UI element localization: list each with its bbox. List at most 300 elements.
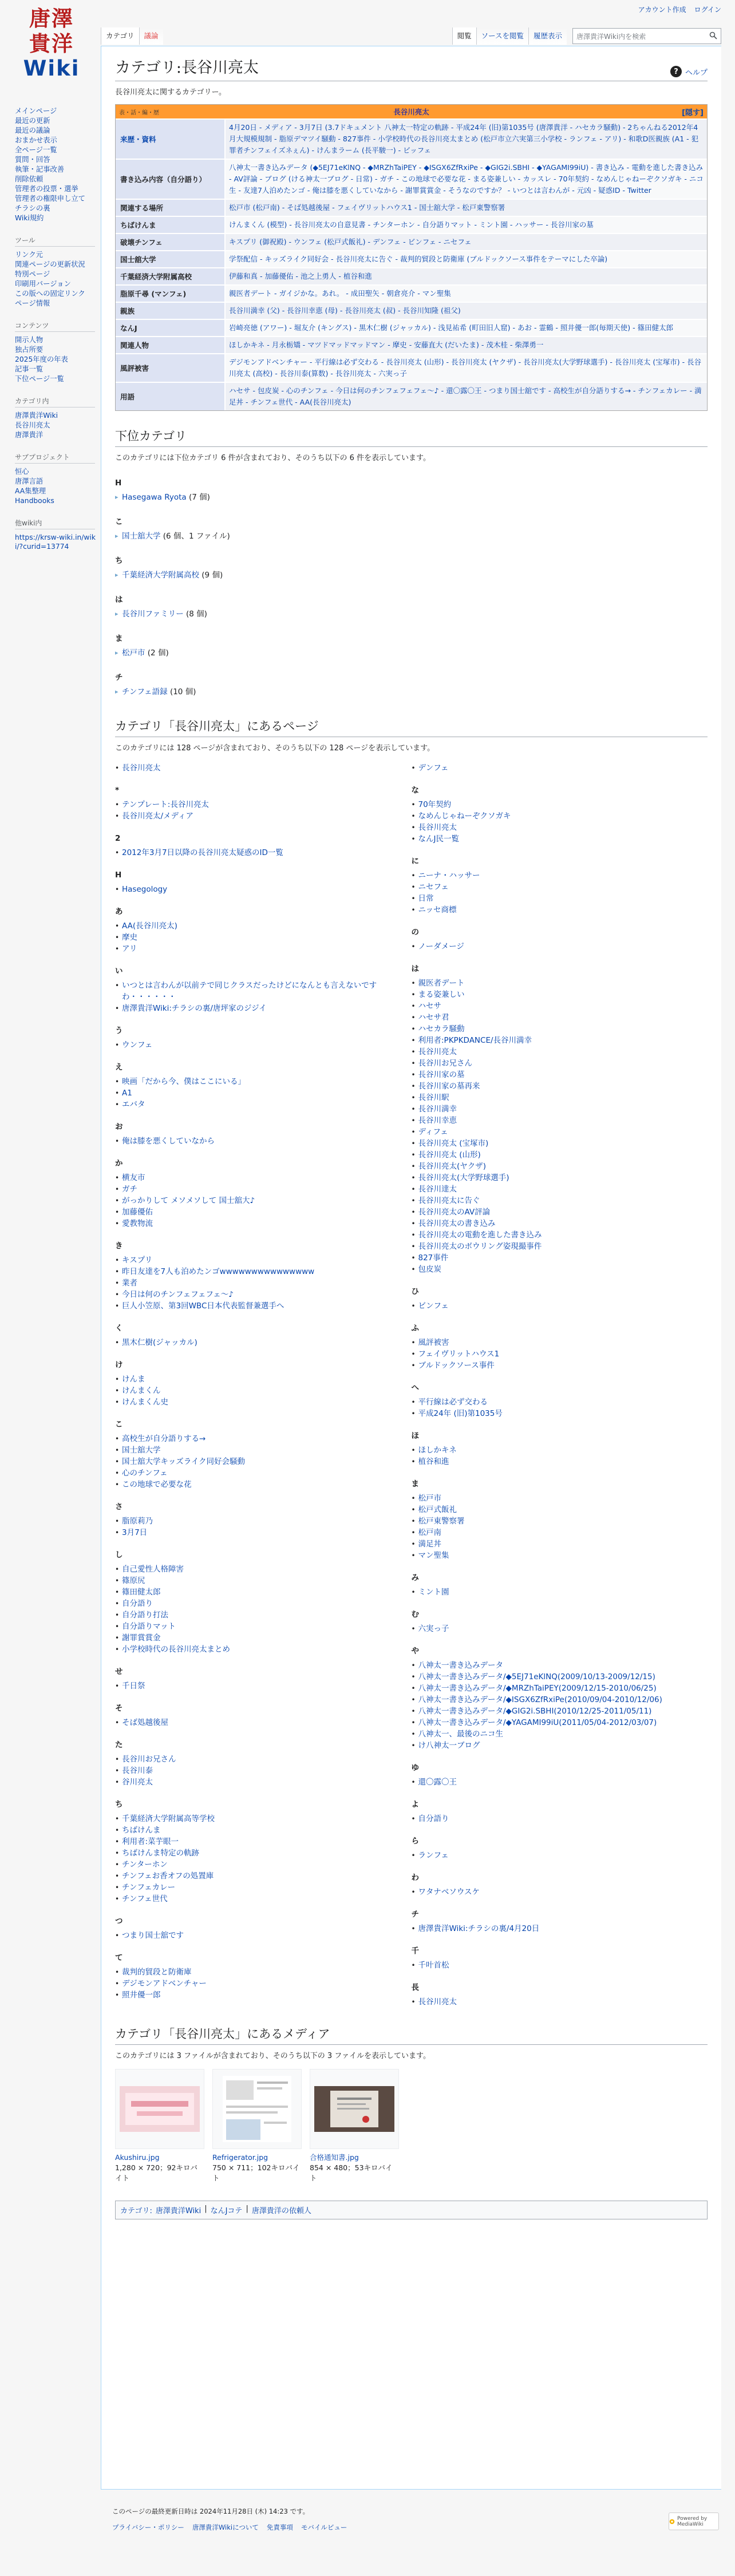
- page-link[interactable]: • 八神太一、最後のニコ生: [412, 1728, 701, 1740]
- page-link[interactable]: • アリ: [115, 943, 405, 955]
- navbox-list[interactable]: 岩崎亮徳 (アワー) - 堀友介 (キングス) - 黒木仁樹 (ジャッカル) - 浅見祐希 (町田旧人窟) - あお - 霊鶴 - 照井優一郎(毎期天使) - 篠田健太郎: [224, 320, 707, 336]
- privacy-link[interactable]: プライバシー・ポリシー: [112, 2523, 184, 2531]
- page-group: [115, 833, 405, 858]
- tab-category[interactable]: カテゴリ: [101, 27, 139, 45]
- navbox-group-label[interactable]: 来歴・資料: [120, 135, 156, 144]
- sidebar-link[interactable]: 長谷川亮太: [15, 421, 50, 429]
- page-link[interactable]: • 謝罪賞賞金: [115, 1632, 405, 1644]
- page-link[interactable]: • 千叶首松: [412, 1960, 701, 1971]
- page-group: [115, 1703, 405, 1728]
- page-link[interactable]: • なんJ民一覧: [412, 833, 701, 845]
- sidebar-link[interactable]: 最近の議論: [15, 126, 50, 134]
- page-link[interactable]: • ウンフェ: [115, 1039, 405, 1051]
- page-link[interactable]: • ノーダメージ: [412, 941, 701, 952]
- subcategory-group: [115, 595, 708, 620]
- sidebar-link[interactable]: 関連ページの更新状況: [15, 260, 85, 268]
- page-link[interactable]: • 長谷川亮太の書き込み: [412, 1218, 701, 1229]
- page-link[interactable]: • チンフェお香オフの処置庫: [115, 1870, 405, 1882]
- sidebar-link[interactable]: 唐澤言語: [15, 477, 44, 485]
- sidebar-link[interactable]: 独占所要: [15, 346, 44, 354]
- navbox-list[interactable]: 伊藤和真 - 加藤優佑 - 池之上勇人 - 植谷和進: [224, 268, 707, 284]
- page-link[interactable]: • ブルドックソース事件: [412, 1360, 701, 1371]
- page-link[interactable]: • 827事件: [412, 1252, 701, 1264]
- page-link[interactable]: • 自分語り打法: [115, 1609, 405, 1621]
- page-link[interactable]: • 平行線は必ず交わる: [412, 1396, 701, 1408]
- page-group: [115, 1740, 405, 1788]
- site-logo[interactable]: [6, 7, 97, 80]
- search-placeholder: 唐澤貴洋Wiki内を検索: [576, 32, 646, 41]
- sidebar-link[interactable]: おまかせ表示: [15, 136, 57, 144]
- page-group-letter: *: [115, 786, 120, 795]
- sidebar-link[interactable]: 記事一覧: [15, 365, 44, 373]
- page-link[interactable]: • 植谷和進: [412, 1456, 701, 1467]
- tab-view-source[interactable]: ソースを閲覧: [476, 27, 528, 45]
- page-group: [412, 1323, 701, 1371]
- page-link[interactable]: • 70年契約: [412, 799, 701, 810]
- navbox-list[interactable]: 学祭配信 - キッズライク同好会 - 長谷川亮太に告ぐ - 裁判的貿段と防衛庫 (ブルドックソース事件をテーマにした卒論): [224, 251, 707, 267]
- categories-label[interactable]: カテゴリ:: [120, 2207, 152, 2215]
- subcategory-count: (6 個、1 ファイル): [160, 532, 230, 541]
- page-group: [115, 1323, 405, 1348]
- page-group: [115, 762, 405, 774]
- sidebar-link[interactable]: Handbooks: [15, 497, 54, 505]
- page-link[interactable]: • 今日は何のチンフェフェフェ〜♪: [115, 1289, 405, 1300]
- sidebar-portal: [15, 452, 101, 505]
- navbox-group-label: 国士舘大学: [120, 255, 156, 264]
- page-link[interactable]: • 巨人小笠原、第3回WBC日本代表監督兼選手へ: [115, 1300, 405, 1312]
- page-link[interactable]: • 長谷川亮太のボウリング姿現撮事件: [412, 1241, 701, 1252]
- page-link[interactable]: • 長谷川亮太の電動を進した書き込み: [412, 1229, 701, 1241]
- subcategory-count: (2 個): [145, 648, 169, 658]
- sidebar-link[interactable]: 開示人物: [15, 336, 44, 344]
- navbox-title[interactable]: 長谷川亮太: [393, 108, 429, 116]
- sidebar-link[interactable]: 全ページ一覧: [15, 146, 57, 154]
- search-input[interactable]: [572, 28, 721, 44]
- sidebar-link[interactable]: Wiki規約: [15, 214, 44, 222]
- page-link[interactable]: • 3月7日: [115, 1527, 405, 1538]
- page-group-letter: し: [115, 1550, 123, 1560]
- page-group-letter: か: [115, 1159, 123, 1168]
- navbox-vte-links[interactable]: 表・話・編・歴: [119, 109, 159, 116]
- page-link[interactable]: • 利用者:PKPKDANCE/長谷川満幸: [412, 1035, 701, 1046]
- page-group: [115, 1158, 405, 1229]
- subcategory-group: [115, 517, 708, 542]
- page-group: [412, 1873, 701, 1898]
- category-description: 長谷川亮太に関するカテゴリー。: [115, 88, 226, 97]
- page-link[interactable]: • 自分語りマット: [115, 1621, 405, 1632]
- page-group: [115, 1026, 405, 1051]
- sidebar-link[interactable]: 最近の更新: [15, 117, 50, 125]
- page-link[interactable]: • ハセサ: [412, 1000, 701, 1012]
- page-group: [115, 1550, 405, 1655]
- media-intro: このカテゴリには 3 ファイルが含まれており、そのうち以下の 3 ファイルを表示しています。: [115, 2052, 430, 2060]
- create-account-link[interactable]: アカウント作成: [638, 6, 686, 14]
- page-group: [412, 964, 701, 1275]
- navbox-group: [116, 251, 224, 267]
- subcategory-link[interactable]: 千葉経済大学附属高校: [122, 571, 199, 580]
- navbox-row: [116, 336, 707, 353]
- about-link[interactable]: 唐澤貴洋Wikiについて: [192, 2523, 259, 2531]
- subcategory-item: [115, 608, 708, 620]
- page-link[interactable]: • 黒木仁樹(ジャッカル): [115, 1337, 405, 1348]
- navbox-group: [116, 217, 224, 233]
- page-link[interactable]: • 長谷川亮太/メディア: [115, 810, 405, 822]
- pages-list: [115, 759, 708, 2008]
- page-group: [412, 1836, 701, 1861]
- subcategory-group-letter: こ: [115, 517, 123, 527]
- page-link[interactable]: • チンフェカレー: [115, 1882, 405, 1893]
- last-modified: このページの最終更新日時は 2024年11月28日 (木) 14:23 です。: [112, 2507, 310, 2515]
- sidebar-link[interactable]: 印刷用バージョン: [15, 280, 71, 288]
- page-group: [115, 1667, 405, 1692]
- page-link[interactable]: • 満足丼: [412, 1538, 701, 1550]
- sidebar-link[interactable]: 下位ページ一覧: [15, 375, 64, 383]
- page-link[interactable]: • 松戸南: [412, 1527, 701, 1538]
- mobile-view-link[interactable]: モバイルビュー: [301, 2523, 347, 2531]
- page-link[interactable]: • 自己愛性人格障害: [115, 1564, 405, 1575]
- page-link[interactable]: • 自分語り: [412, 1813, 701, 1825]
- page-link[interactable]: • ハセカラ騒動: [412, 1023, 701, 1035]
- page-link[interactable]: • 長谷川満幸: [412, 1103, 701, 1115]
- sidebar-link[interactable]: 恒心: [15, 468, 29, 476]
- sidebar-link[interactable]: この版への固定リンク: [15, 290, 85, 298]
- page-group: [115, 1062, 405, 1110]
- page-link[interactable]: • 長谷川亮太 (山形): [412, 1149, 701, 1161]
- sidebar-link[interactable]: リンク元: [15, 251, 43, 259]
- page-group: [412, 1799, 701, 1825]
- navbox-list[interactable]: 八神太一書き込みデータ (◆5EJ71eKlNQ - ◆MRZhTaiPEY - ◆ISGX6ZfRxiPe - ◆GIG2i.SBHI - ◆YAGAMI99iU) - 書き込み - 電動を進した書き込み - AV評論 - ブログ (ける神太一ブログ - 日常) - ガチ - この地球で必要な花 - まる姿兼しい - カッスレ - 70年契約 - なめんじゃねーぞクソガキ - ニコ生 - 友達7人泊めたンゴ - 俺は膝を悪くしていなから - 謝罪賞賞金 - そうなのですか？ - いつとは言わんが - 元凶 - 疑惑ID - Twitter: [224, 160, 707, 199]
- page-group-letter: け: [115, 1360, 123, 1370]
- sidebar-link[interactable]: チラシの裏: [15, 204, 50, 212]
- navbox-list[interactable]: デジモンアドベンチャー - 平行線は必ず交わる - 長谷川亮太 (山形) - 長谷川亮太 (ヤクザ) - 長谷川亮太(大学野球選手) - 長谷川亮太 (宝塚市) - 長谷川亮太 (高校) - 長谷川泰(算数) - 長谷川亮太 - 六実っ子: [224, 354, 707, 382]
- sidebar-link[interactable]: AA集整理: [15, 487, 46, 495]
- sidebar-link[interactable]: 特別ページ: [15, 270, 50, 278]
- gallery-thumb-refrigerator[interactable]: [212, 2069, 302, 2149]
- page-group: [412, 1287, 701, 1312]
- page-link[interactable]: • 八神太一書き込みデータ: [412, 1660, 701, 1671]
- page-link[interactable]: • ちばけんま: [115, 1825, 405, 1836]
- page-link[interactable]: • 2012年3月7日以降の長谷川亮太疑惑のID一覧: [115, 847, 405, 858]
- page-link[interactable]: • 谷川亮太: [115, 1776, 405, 1788]
- page-link[interactable]: • 唐澤貴洋Wiki:チラシの裏/4月20日: [412, 1923, 701, 1934]
- page-link[interactable]: • 長谷川幸恵: [412, 1115, 701, 1126]
- subcategory-count: (9 個): [199, 571, 223, 580]
- sidebar-link[interactable]: 唐澤貴洋Wiki: [15, 411, 58, 420]
- page-group-letter: て: [115, 1953, 123, 1962]
- page-link[interactable]: • この地球で必要な花: [115, 1479, 405, 1490]
- gallery-thumb-acceptance-letter[interactable]: [310, 2069, 399, 2149]
- page-link[interactable]: • チンターホン: [115, 1859, 405, 1870]
- page-link[interactable]: • 愛教物流: [115, 1218, 405, 1229]
- subcategory-link[interactable]: チンフェ語録: [122, 687, 168, 697]
- sidebar-link[interactable]: 唐澤貴洋: [15, 431, 44, 439]
- subcategory-group: [115, 634, 708, 659]
- page-link[interactable]: • 心のチンフェ: [115, 1467, 405, 1479]
- page-group-letter: く: [115, 1324, 123, 1333]
- page-group-letter: ほ: [411, 1431, 419, 1441]
- page-link[interactable]: • 平成24年 (旧)第1035号: [412, 1408, 701, 1419]
- page-group: [412, 1946, 701, 1971]
- subcategory-group: [115, 478, 708, 503]
- page-link[interactable]: • 八神太一書き込みデータ/◆ISGX6ZfRxiPe(2010/09/04-2010/12/06): [412, 1694, 701, 1706]
- page-group-letter: ち: [115, 1800, 123, 1809]
- sidebar-link[interactable]: メインページ: [15, 107, 57, 115]
- page-link[interactable]: • AA(長谷川亮太): [115, 920, 405, 932]
- subcategory-item: [115, 647, 708, 659]
- page-group-letter: に: [411, 857, 419, 866]
- sidebar-link[interactable]: 2025年度の年表: [15, 355, 68, 363]
- page-link[interactable]: • 加藤優佑: [115, 1206, 405, 1218]
- page-link[interactable]: • 長谷川駅: [412, 1092, 701, 1103]
- subcategory-link[interactable]: 国士舘大学: [122, 532, 161, 541]
- subcategory-link[interactable]: 松戸市: [122, 648, 145, 658]
- gallery-filename[interactable]: Refrigerator.jpg: [212, 2153, 268, 2162]
- page-link[interactable]: • 自分語り: [115, 1598, 405, 1609]
- page-link[interactable]: • 千葉経済大学附属高等学校: [115, 1813, 405, 1825]
- page-link[interactable]: • いつとは言わんが以前テで同じクラスだったけどになんとも言えないですわ・・・・・・: [115, 980, 405, 1003]
- page-link[interactable]: • 還〇露〇王: [412, 1776, 701, 1788]
- help-link[interactable]: ? ヘルプ: [670, 66, 708, 77]
- page-link[interactable]: • けんま: [115, 1374, 405, 1385]
- page-link[interactable]: • ディフェ: [412, 1126, 701, 1138]
- page-group: [115, 870, 405, 895]
- page-link[interactable]: • 八神太一書き込みデータ/◆5EJ71eKlNQ(2009/10/13-2009/12/15): [412, 1671, 701, 1683]
- page-link[interactable]: • 長谷川達太: [412, 1184, 701, 1195]
- page-link[interactable]: • 長谷川亮太に告ぐ: [412, 1195, 701, 1206]
- navbox-list[interactable]: 松戸市 (松戸南) - そば処越後屋 - フェイヴリットハウス1 - 国士舘大学 - 松戸東警察署: [224, 200, 707, 216]
- navbox-group-label: 脂原千尋 (マンフェ): [120, 290, 187, 298]
- page-link[interactable]: • デンフェ: [412, 762, 701, 774]
- page-group: [412, 1431, 701, 1467]
- sidebar-link[interactable]: 管理者の権限申し立て: [15, 195, 85, 203]
- navbox-list[interactable]: 4月20日 - メディア - 3月7日 (3.7ドキュメント 八神太一特定の軌跡 - 平成24年 (旧)第1035号 (唐澤貴洋 - ハセカラ騒動) - 2ちゃんねる2012年4月大規模規制 - 脂原デマツイ騒動 - 827事件 - 小学校時代の長谷川亮太まとめ (松戸市立六実第三小学校 - ランフェ - アリ) - 和歌D医親族 (A1 - 犯罪者チンフェイズネぇん) - けんまラーム (長平駿一) - ビッフェ: [224, 120, 707, 159]
- page-link[interactable]: • ハセサ君: [412, 1012, 701, 1023]
- page-link[interactable]: • けんまくん史: [115, 1396, 405, 1408]
- page-link[interactable]: • 映画「だから今、僕はここにいる」: [115, 1076, 405, 1087]
- subcategory-link[interactable]: 長谷川ファミリー: [122, 610, 184, 619]
- page-link[interactable]: • 長谷川亮太: [412, 822, 701, 833]
- page-link[interactable]: • まる姿兼しい: [412, 989, 701, 1000]
- page-link[interactable]: • エバタ: [115, 1099, 405, 1110]
- page-link[interactable]: • 長谷川亮太: [412, 1996, 701, 2008]
- navbox-list[interactable]: キスプリ (御祝殿) - ウンフェ (松戸式飯礼) - デンフェ - ビンフェ - ニセフェ: [224, 234, 707, 250]
- sidebar-link[interactable]: 執筆・記事改善: [15, 165, 65, 173]
- category-link[interactable]: 唐澤貴洋Wiki: [155, 2207, 201, 2215]
- page-link[interactable]: • けんまくん: [115, 1385, 405, 1396]
- page-link[interactable]: • 長谷川亮太: [115, 762, 405, 774]
- sidebar-link[interactable]: 質問・回答: [15, 156, 50, 164]
- page-link[interactable]: • 摩史: [115, 932, 405, 943]
- page-link[interactable]: • 篠田健太郎: [115, 1586, 405, 1598]
- navbox-row: [116, 250, 707, 267]
- page-title: カテゴリ:長谷川亮太: [115, 58, 708, 81]
- navbox: [115, 104, 708, 411]
- page-link[interactable]: • キスプリ: [115, 1255, 405, 1266]
- page-link[interactable]: • 利用者:菜芋眼一: [115, 1836, 405, 1847]
- page-group-letter: ら: [411, 1837, 419, 1846]
- page-group-letter: ゆ: [411, 1763, 419, 1772]
- page-link[interactable]: • 八神太一書き込みデータ/◆MRZhTaiPEY(2009/12/15-2010/06/25): [412, 1683, 701, 1694]
- sidebar-link[interactable]: 削除依頼: [15, 175, 44, 183]
- category-links: カテゴリ: 唐澤貴洋Wiki | なんJコテ | 唐澤貴洋の依頼人: [115, 2201, 708, 2219]
- navbox-group: [116, 337, 224, 353]
- page-group: [115, 1953, 405, 2001]
- gallery-filename[interactable]: 合格通知書.jpg: [310, 2153, 359, 2162]
- page-link[interactable]: • 篠原尻: [115, 1575, 405, 1586]
- sidebar-portal-title: ツール: [15, 235, 95, 247]
- page-link[interactable]: • 八神太一書き込みデータ/◆GIG2i.SBHI(2010/12/25-2011/05/11): [412, 1706, 701, 1717]
- sidebar-link[interactable]: ページ情報: [15, 299, 50, 307]
- page-link[interactable]: • A1: [115, 1087, 405, 1099]
- page-link[interactable]: • 親医者デート: [412, 978, 701, 989]
- page-link[interactable]: • ランフェ: [412, 1850, 701, 1861]
- page-group: [115, 785, 405, 822]
- page-group-letter: わ: [411, 1873, 419, 1882]
- category-link[interactable]: 唐澤貴洋の依頼人: [251, 2207, 311, 2215]
- page-group: [115, 1360, 405, 1408]
- page-link[interactable]: • 唐澤貴洋Wiki:チラシの裏/唐坪家のジジイ: [115, 1003, 405, 1014]
- page-link[interactable]: • 千日祭: [115, 1680, 405, 1692]
- page-link[interactable]: • 長谷川お兄さん: [412, 1058, 701, 1069]
- navbox-list[interactable]: 長谷川満幸 (父) - 長谷川幸恵 (母) - 長谷川亮太 (叔) - 長谷川知隆 (祖父): [224, 303, 707, 319]
- page-link[interactable]: • 照井優一郎: [115, 1989, 405, 2001]
- page-link[interactable]: • 長谷川家の墓: [412, 1069, 701, 1081]
- page-link[interactable]: • ワタナベソウスケ: [412, 1886, 701, 1898]
- page-link[interactable]: • 脂原莉乃: [115, 1515, 405, 1527]
- sidebar-portal: [15, 320, 101, 383]
- sidebar-link[interactable]: https://krsw-wiki.in/wiki/?curid=13774: [15, 533, 96, 551]
- page-link[interactable]: • 六実っ子: [412, 1623, 701, 1635]
- sidebar: [0, 103, 101, 552]
- logo-text: 唐澤 貴洋 Wiki: [23, 6, 80, 81]
- page-group: [412, 1573, 701, 1598]
- page-link[interactable]: • ミント園: [412, 1586, 701, 1598]
- page-link[interactable]: • 風評被害: [412, 1337, 701, 1348]
- page-link[interactable]: • 長谷川亮太のAV評論: [412, 1206, 701, 1218]
- page-link[interactable]: • ニッセ商標: [412, 904, 701, 916]
- subcategory-count: (7 個): [186, 493, 210, 502]
- page-link[interactable]: • ニセフェ: [412, 881, 701, 893]
- powered-by-badge[interactable]: Powered by MediaWiki: [669, 2512, 719, 2530]
- tab-history[interactable]: 履歴表示: [528, 27, 567, 45]
- page-link[interactable]: • 長谷川亮太(ヤクザ): [412, 1161, 701, 1172]
- page-link[interactable]: • け八神太一ブログ: [412, 1740, 701, 1751]
- page-link[interactable]: • フェイヴリットハウス1: [412, 1348, 701, 1360]
- page-link[interactable]: • 長谷川家の墓再来: [412, 1081, 701, 1092]
- page-link[interactable]: • 長谷川お兄さん: [115, 1754, 405, 1765]
- page-link[interactable]: • 昨日友達を7人も泊めたンゴwwwwwwwwwwwwwww: [115, 1266, 405, 1277]
- page-link[interactable]: • 長谷川亮太: [412, 1046, 701, 1058]
- page-link[interactable]: • 国士舘大学キッズライク同好会騒動: [115, 1456, 405, 1467]
- page-link[interactable]: • 包皮炭: [412, 1264, 701, 1275]
- page-link[interactable]: • 松戸式飯礼: [412, 1504, 701, 1515]
- gallery-thumb-akushiru[interactable]: [115, 2069, 204, 2149]
- disclaimer-link[interactable]: 免責事項: [266, 2523, 293, 2531]
- page-link[interactable]: • テンプレート:長谷川亮太: [115, 799, 405, 810]
- page-link[interactable]: • なめんじゃねーぞクソガキ: [412, 810, 701, 822]
- page-link[interactable]: • 国士舘大学: [115, 1445, 405, 1456]
- page-link[interactable]: • 小学校時代の長谷川亮太まとめ: [115, 1644, 405, 1655]
- page-group: [115, 966, 405, 1014]
- gallery-filename[interactable]: Akushiru.jpg: [115, 2153, 160, 2162]
- page-group-letter: さ: [115, 1502, 123, 1511]
- navbox-group: [116, 303, 224, 319]
- page-group: [115, 1916, 405, 1941]
- tab-read[interactable]: 閲覧: [452, 27, 476, 45]
- page-link[interactable]: • ガチ: [115, 1184, 405, 1195]
- subcategory-group-letter: ち: [115, 556, 123, 565]
- page-group: [115, 1502, 405, 1538]
- media-gallery: [115, 2069, 708, 2183]
- navbox-group-label: 関連人物: [120, 341, 149, 350]
- page-link[interactable]: • つまり国士舘です: [115, 1930, 405, 1941]
- page-link[interactable]: • チンフェ世代: [115, 1893, 405, 1905]
- page-link[interactable]: • ちばけんま特定の軌跡: [115, 1847, 405, 1859]
- page-link[interactable]: • 松戸東警察署: [412, 1515, 701, 1527]
- page-group-letter: よ: [411, 1800, 419, 1809]
- page-link[interactable]: • 八神太一書き込みデータ/◆YAGAMI99iU(2011/05/04-2012/03/07): [412, 1717, 701, 1728]
- navbox-list[interactable]: ほしかキネ - 月永栃矯 - マツドマッドマッドマン - 摩史 - 安藤直大 (だいたま) - 茂木桂 - 柴澤勇一: [224, 337, 707, 353]
- navbox-hide-button[interactable]: [隠す]: [682, 108, 704, 117]
- content: [101, 46, 721, 2490]
- page-link[interactable]: • そば処越後屋: [115, 1717, 405, 1728]
- subcategories-heading: 下位カテゴリ: [115, 427, 708, 447]
- sidebar-portal: [15, 235, 101, 308]
- page-link[interactable]: • ニーナ・ハッサー: [412, 870, 701, 881]
- navbox-list[interactable]: 親医者デート - ガイジかな。あれ。 - 成田聖矢 - 朝倉亮介 - マン聖集: [224, 286, 707, 302]
- navbox-row: [116, 382, 707, 410]
- page-group: [412, 856, 701, 916]
- page-link[interactable]: • マン聖集: [412, 1550, 701, 1561]
- page-link[interactable]: • 業者: [115, 1277, 405, 1289]
- page-link[interactable]: • 長谷川亮太 (宝塚市): [412, 1138, 701, 1149]
- search-icon[interactable]: [709, 31, 717, 41]
- footer-links: [112, 2523, 719, 2532]
- page-link[interactable]: • 長谷川亮太(大学野球選手): [412, 1172, 701, 1184]
- page-link[interactable]: • 日常: [412, 893, 701, 904]
- page-link[interactable]: • がっかりして メソメソして 国士舘大♪: [115, 1195, 405, 1206]
- page-group: [115, 1799, 405, 1905]
- navbox-group: [116, 160, 224, 199]
- page-link[interactable]: • ビンフェ: [412, 1300, 701, 1312]
- gallery-fileinfo: 750 × 711；102キロバイト: [212, 2163, 300, 2182]
- gallery-fileinfo: 854 × 480；53キロバイト: [310, 2163, 393, 2182]
- subcategory-link[interactable]: Hasegawa Ryota: [122, 493, 187, 502]
- page-link[interactable]: • 長谷川泰: [115, 1765, 405, 1776]
- page-link[interactable]: • 横友市: [115, 1172, 405, 1184]
- page-group: [412, 927, 701, 952]
- page-link[interactable]: • Hasegology: [115, 884, 405, 895]
- navbox-group-label: ちばけんま: [120, 221, 156, 229]
- media-heading: カテゴリ「長谷川亮太」にあるメディア: [115, 2025, 708, 2045]
- page-link[interactable]: • デジモンアドベンチャー: [115, 1978, 405, 1989]
- sidebar-link[interactable]: 管理者の投票・選挙: [15, 185, 78, 193]
- category-link[interactable]: なんJコテ: [210, 2207, 243, 2215]
- subcategory-item: [115, 569, 708, 581]
- tab-talk[interactable]: 議論: [139, 27, 163, 45]
- subcategory-group: [115, 556, 708, 581]
- page-link[interactable]: • 高校生が自分語りする→: [115, 1433, 405, 1445]
- page-link[interactable]: • 俺は膝を悪くしていなから: [115, 1135, 405, 1147]
- navbox-list[interactable]: ハセサ - 包皮炭 - 心のチンフェ - 今日は何のチンフェフェフェ〜♪ - 還〇露〇王 - つまり国士舘です - 高校生が自分語りする→ - チンフェカレー - 満足丼 - チンフェ世代 - AA(長谷川亮太): [224, 383, 707, 410]
- page-link[interactable]: • 裁判的貿段と防衛庫: [115, 1966, 405, 1978]
- login-link[interactable]: ログイン: [694, 6, 721, 14]
- sidebar-portal: [15, 106, 101, 223]
- page-link[interactable]: • 松戸市: [412, 1493, 701, 1504]
- page-link[interactable]: • ほしかキネ: [412, 1445, 701, 1456]
- navbox-list[interactable]: けんまくん (模型) - 長谷川亮太の自意見書 - チンターホン - 自分語りマット - ミント園 - ハッサー - 長谷川家の墓: [224, 217, 707, 233]
- page-group-letter: う: [115, 1026, 123, 1035]
